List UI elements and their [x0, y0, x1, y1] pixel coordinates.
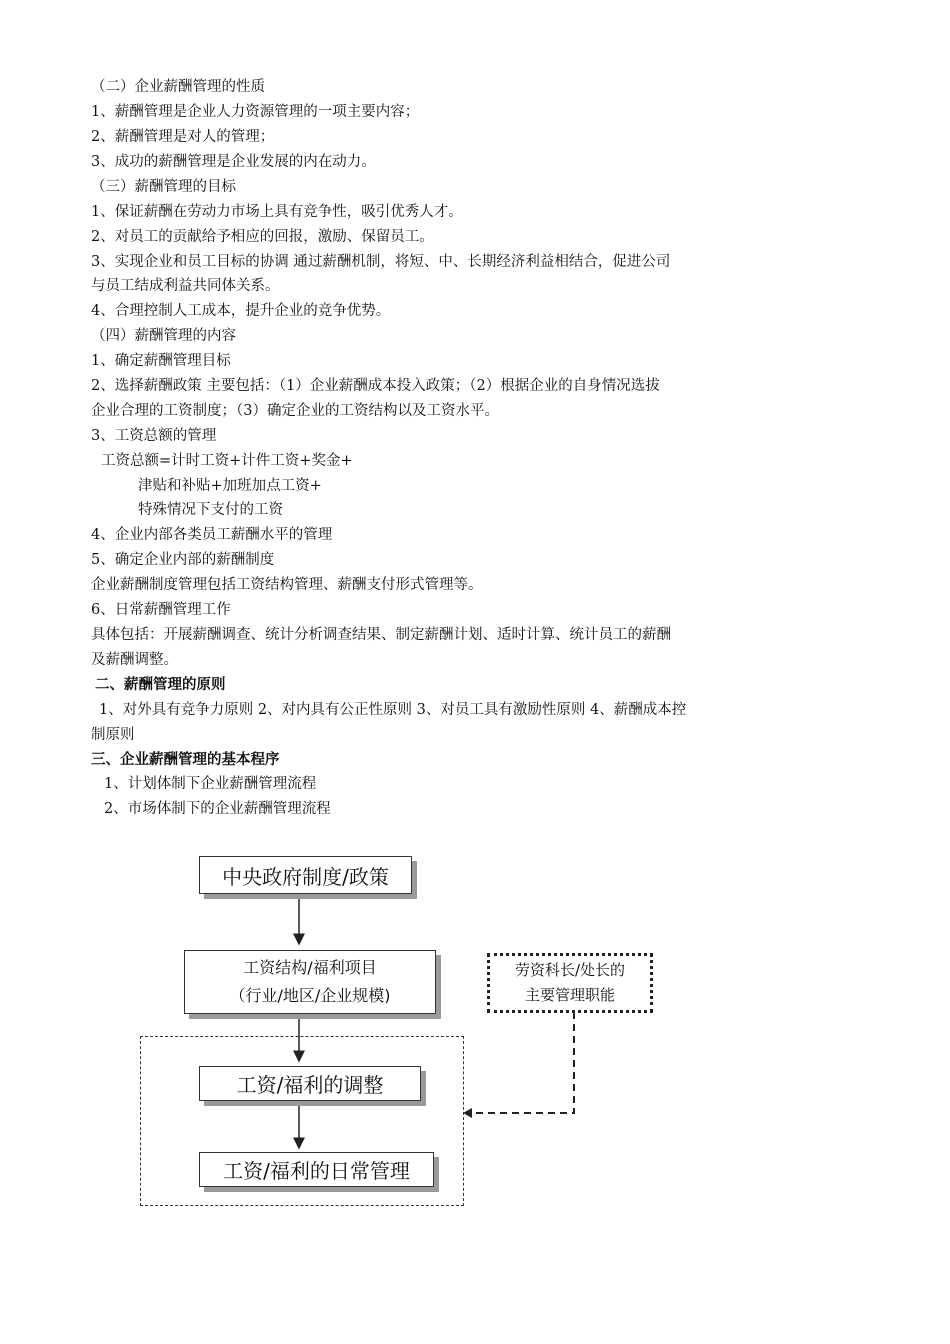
box-manager-role-line1: 劳资科长/处长的	[514, 961, 626, 979]
box-manager-role-line2: 主要管理职能	[524, 986, 615, 1004]
section-heading-principles: 二、薪酬管理的原则	[95, 677, 226, 693]
text-line: 及薪酬调整。	[91, 652, 178, 668]
text-line: 1、对外具有竞争力原则 2、对内具有公正性原则 3、对员工具有激励性原则 4、薪酬成本控	[99, 702, 687, 718]
box-central-policy-label: 中央政府制度/政策	[222, 864, 389, 889]
text-line: 4、企业内部各类员工薪酬水平的管理	[91, 527, 333, 543]
arrow-role-to-region	[463, 1108, 472, 1118]
text-line: 3、工资总额的管理	[91, 428, 217, 444]
box-wage-adjustment	[199, 1066, 421, 1101]
text-line: 1、薪酬管理是企业人力资源管理的一项主要内容；	[91, 104, 420, 120]
section-heading-nature: （二）企业薪酬管理的性质	[91, 79, 265, 95]
section-heading-content: （四）薪酬管理的内容	[91, 328, 236, 344]
box-wage-structure	[184, 950, 436, 1014]
text-line: 2、选择薪酬政策 主要包括：（1）企业薪酬成本投入政策；（2）根据企业的自身情况选拔	[91, 378, 660, 394]
text-line: 6、日常薪酬管理工作	[91, 602, 231, 618]
box-daily-management-label: 工资/福利的日常管理	[223, 1159, 410, 1183]
text-line: 4、合理控制人工成本，提升企业的竞争优势。	[91, 303, 391, 319]
box-daily-management	[199, 1152, 434, 1187]
section-heading-goals: （三）薪酬管理的目标	[91, 179, 236, 195]
text-line: 2、薪酬管理是对人的管理；	[91, 129, 275, 145]
text-line: 1、确定薪酬管理目标	[91, 353, 231, 369]
box-wage-structure-line2: （行业/地区/企业规模)	[229, 986, 391, 1005]
box-central-policy	[199, 856, 412, 894]
text-line: 3、实现企业和员工目标的协调 通过薪酬机制，将短、中、长期经济利益相结合，促进公司	[91, 254, 671, 270]
text-line: 5、确定企业内部的薪酬制度	[91, 552, 275, 568]
text-line: 2、市场体制下的企业薪酬管理流程	[104, 801, 331, 817]
text-line: 2、对员工的贡献给予相应的回报，激励、保留员工。	[91, 229, 434, 245]
box-manager-role	[487, 953, 653, 1013]
formula-line: 津贴和补贴+加班加点工资+	[138, 478, 322, 494]
text-line: 1、计划体制下企业薪酬管理流程	[104, 776, 317, 792]
box-wage-structure-line1: 工资结构/福利项目	[243, 958, 377, 977]
dashed-connector-role	[470, 1012, 574, 1113]
text-line: 企业薪酬制度管理包括工资结构管理、薪酬支付形式管理等。	[91, 577, 483, 593]
formula-line: 工资总额=计时工资+计件工资+奖金+	[101, 453, 353, 469]
section-heading-procedure: 三、企业薪酬管理的基本程序	[91, 752, 280, 768]
text-line: 3、成功的薪酬管理是企业发展的内在动力。	[91, 154, 376, 170]
box-wage-adjustment-label: 工资/福利的调整	[236, 1073, 384, 1097]
text-line: 企业合理的工资制度；（3）确定企业的工资结构以及工资水平。	[91, 403, 499, 419]
text-line: 具体包括：开展薪酬调查、统计分析调查结果、制定薪酬计划、适时计算、统计员工的薪酬	[91, 627, 671, 643]
text-line: 与员工结成利益共同体关系。	[91, 278, 280, 294]
formula-line: 特殊情况下支付的工资	[138, 502, 283, 518]
text-line: 1、保证薪酬在劳动力市场上具有竞争性，吸引优秀人才。	[91, 204, 463, 220]
text-line: 制原则	[91, 727, 135, 743]
